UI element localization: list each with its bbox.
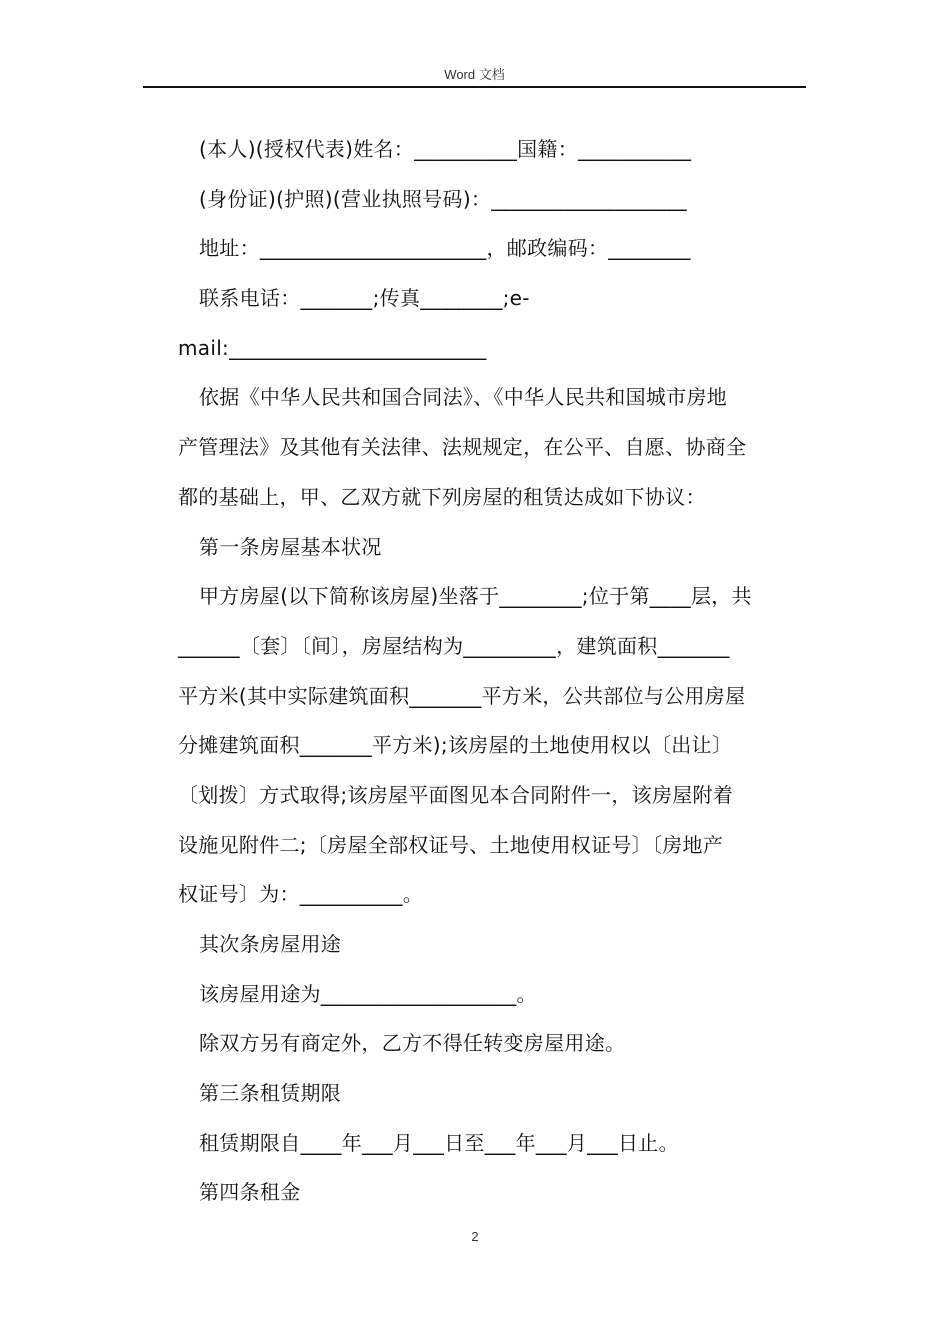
section-heading-article-2: 其次条房屋用途	[199, 932, 342, 956]
text-line-article-1-7: 权证号〕为：__________。	[178, 882, 424, 907]
text-line-basis-2: 产管理法》及其他有关法律、法规规定，在公平、自愿、协商全	[178, 435, 747, 460]
header-divider	[143, 86, 806, 88]
text-line-basis-1: 依据《中华人民共和国合同法》、《中华人民共和国城市房地	[199, 385, 728, 410]
text-line-article-3-1: 租赁期限自____年___月___日至___年___月___日止。	[199, 1130, 679, 1155]
text-line-phone-fax: 联系电话：_______;传真________;e-	[199, 286, 530, 311]
text-line-article-1-1: 甲方房屋(以下简称该房屋)坐落于________;位于第____层，共	[199, 584, 752, 609]
text-line-id-number: (身份证)(护照)(营业执照号码)：___________________	[199, 186, 687, 211]
text-line-basis-3: 都的基础上，甲、乙双方就下列房屋的租赁达成如下协议：	[178, 484, 706, 509]
text-line-address: 地址：______________________，邮政编码：________	[199, 236, 691, 261]
section-heading-article-1: 第一条房屋基本状况	[199, 534, 382, 559]
section-heading-article-3: 第三条租赁期限	[199, 1081, 342, 1106]
text-line-name-nationality: (本人)(授权代表)姓名：__________国籍：___________	[199, 137, 692, 161]
text-line-article-2-2: 除双方另有商定外，乙方不得任转变房屋用途。	[199, 1031, 626, 1056]
text-line-article-1-4: 分摊建筑面积_______平方米);该房屋的土地使用权以〔出让〕	[178, 733, 733, 758]
text-line-article-1-6: 设施见附件二;〔房屋全部权证号、土地使用权证号〕〔房地产	[178, 832, 724, 857]
page-number: 2	[471, 1229, 479, 1244]
section-heading-article-4: 第四条租金	[199, 1180, 301, 1205]
text-line-article-1-3: 平方米(其中实际建筑面积_______平方米，公共部位与公用房屋	[178, 683, 746, 708]
text-line-article-1-2: ______〔套〕〔间〕，房屋结构为_________，建筑面积_______	[178, 633, 730, 658]
text-line-email: mail:_________________________	[178, 335, 487, 360]
document-body	[178, 125, 808, 1218]
page-header: Word 文档	[444, 67, 505, 82]
text-line-article-1-5: 〔划拨〕方式取得;该房屋平面图见本合同附件一，该房屋附着	[178, 782, 734, 807]
text-line-article-2-1: 该房屋用途为___________________。	[199, 981, 537, 1006]
